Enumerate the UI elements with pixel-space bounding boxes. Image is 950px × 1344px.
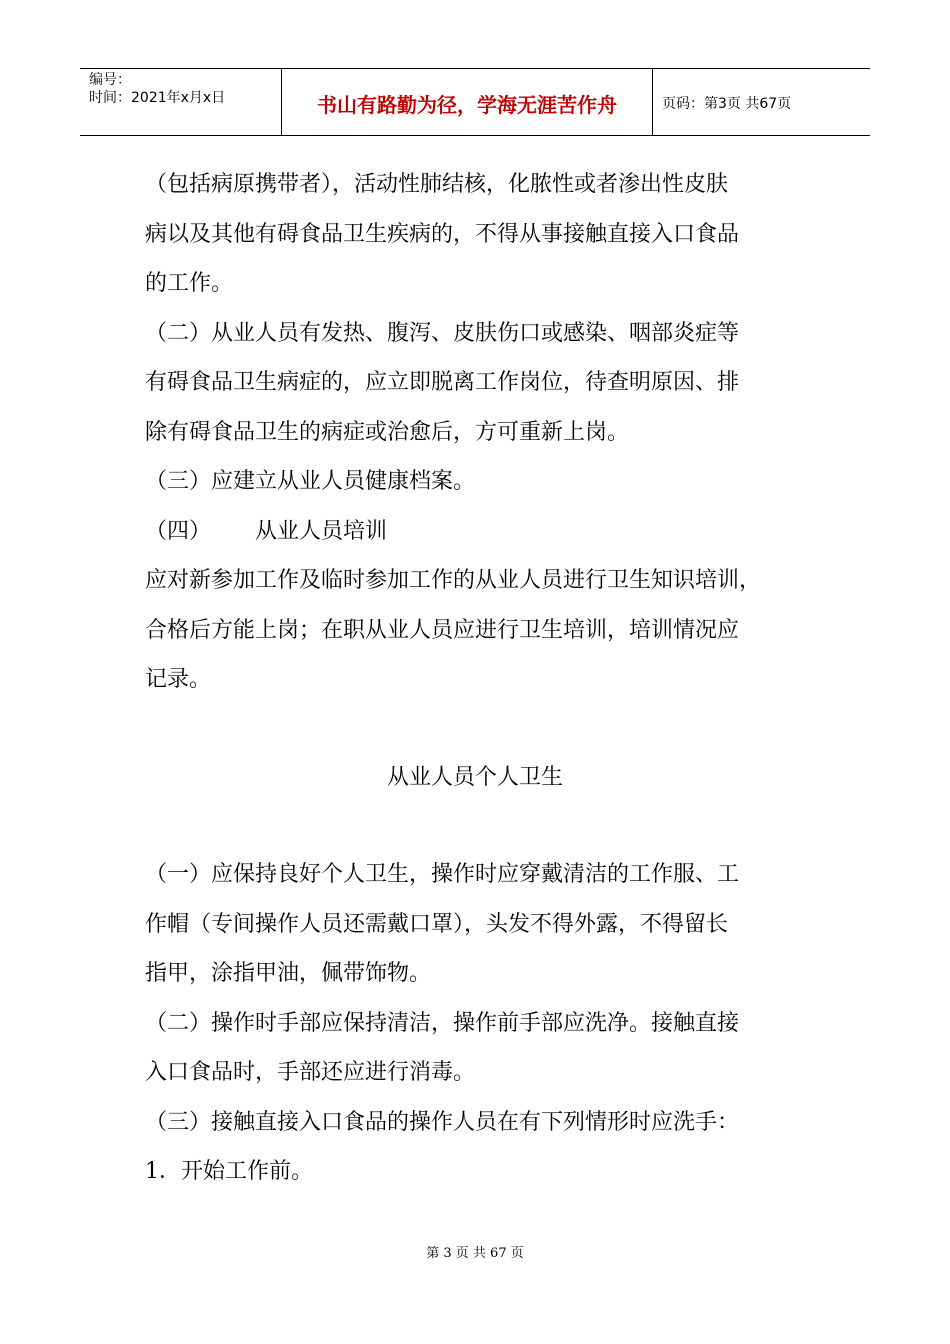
paragraph-line: （二）从业人员有发热、腹泻、皮肤伤口或感染、咽部炎症等 [145, 320, 740, 346]
header-motto: 书山有路勤为径，学海无涯苦作舟 [282, 69, 653, 135]
list-item: 1．开始工作前。 [145, 1159, 313, 1184]
paragraph-line: （三）接触直接入口食品的操作人员在有下列情形时应洗手： [145, 1109, 740, 1135]
page-header [80, 68, 870, 136]
paragraph-line: （包括病原携带者），活动性肺结核，化脓性或者渗出性皮肤 [145, 172, 729, 197]
page-footer: 第 3 页 共 67 页 [426, 1246, 524, 1261]
paragraph-line: （二）操作时手部应保持清洁，操作前手部应洗净。接触直接 [145, 1010, 740, 1036]
paragraph-line: 病以及其他有碍食品卫生疾病的，不得从事接触直接入口食品 [145, 221, 740, 247]
paragraph-line: 的工作。 [145, 271, 234, 296]
paragraph-line: 记录。 [145, 667, 212, 692]
paragraph-line: （一）应保持良好个人卫生，操作时应穿戴清洁的工作服、工 [145, 862, 740, 887]
paragraph-line: 应对新参加工作及临时参加工作的从业人员进行卫生知识培训， [145, 568, 762, 593]
paragraph-line: 合格后方能上岗；在职从业人员应进行卫生培训，培训情况应 [145, 617, 740, 643]
paragraph-line: 入口食品时，手部还应进行消毒。 [145, 1060, 476, 1085]
document-number-label: 编号： [89, 72, 131, 88]
paragraph-line: 有碍食品卫生病症的，应立即脱离工作岗位，待查明原因、排 [145, 370, 740, 395]
paragraph-line: （三）应建立从业人员健康档案。 [145, 469, 476, 494]
document-body [145, 160, 815, 1197]
header-meta [80, 69, 282, 135]
header-page-info: 页码：第3页 共67页 [662, 96, 792, 112]
subsection-number: （四） [145, 518, 212, 544]
paragraph-line: 作帽（专间操作人员还需戴口罩），头发不得外露，不得留长 [145, 911, 729, 937]
paragraph-line: 除有碍食品卫生的病症或治愈后，方可重新上岗。 [145, 419, 630, 445]
paragraph-line: 指甲，涂指甲油，佩带饰物。 [145, 961, 432, 986]
subsection-title [145, 507, 815, 557]
subsection-title-text: 从业人员培训 [255, 518, 388, 544]
section-heading: 从业人员个人卫生 [386, 764, 563, 790]
document-time: 时间：2021年x月x日 [89, 90, 226, 106]
